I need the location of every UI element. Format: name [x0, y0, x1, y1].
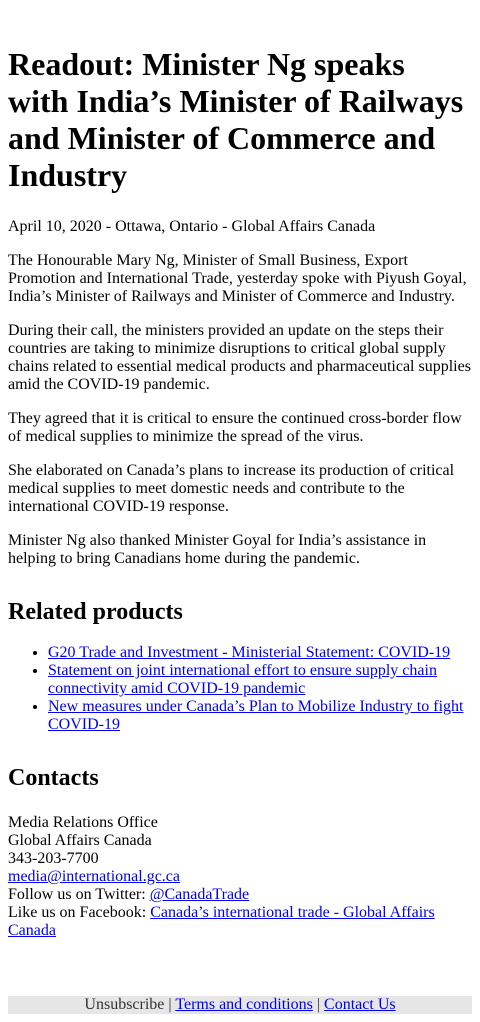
article-paragraph-1: The Honourable Mary Ng, Minister of Small Business, Export Promotion and International Trade, yesterday spoke with Piyush Goyal, India’s Minister of Railways and Minister of Commerce and Industry.	[8, 252, 467, 305]
contact-organization: Global Affairs Canada	[8, 832, 152, 849]
contact-phone: 343-203-7700	[8, 850, 99, 867]
article-paragraph-3: They agreed that it is critical to ensure the continued cross-border flow of medical supplies to minimize the spread of the virus.	[8, 410, 462, 445]
related-product-link-supply-chain[interactable]: Statement on joint international effort to ensure supply chain connectivity amid COVID-19 pandemic	[48, 662, 437, 697]
email-footer	[8, 996, 472, 1014]
contact-email-line	[8, 868, 472, 886]
related-products-list	[8, 644, 472, 734]
facebook-link[interactable]: Canada’s international trade - Global Affairs Canada	[8, 904, 435, 939]
article-paragraph-5: Minister Ng also thanked Minister Goyal for India’s assistance in helping to bring Canadians home during the pandemic.	[8, 532, 427, 567]
contact-twitter-line	[8, 886, 472, 904]
article-paragraph-4: She elaborated on Canada’s plans to increase its production of critical medical supplies to meet domestic needs and contribute to the international COVID-19 response.	[8, 462, 455, 515]
contact-email-link[interactable]: media@international.gc.ca	[8, 868, 180, 885]
article-title: Readout: Minister Ng speaks with India’s Minister of Railways and Minister of Commerce and Industry	[8, 46, 464, 193]
related-products-heading: Related products	[8, 599, 183, 625]
twitter-prefix: Follow us on Twitter:	[8, 886, 150, 903]
related-product-link-mobilize-industry[interactable]: New measures under Canada’s Plan to Mobilize Industry to fight COVID-19	[48, 698, 464, 733]
facebook-prefix: Like us on Facebook:	[8, 904, 151, 921]
contacts-block	[8, 814, 472, 940]
contact-us-link[interactable]: Contact Us	[324, 996, 396, 1013]
terms-link[interactable]: Terms and conditions	[175, 996, 313, 1013]
footer-separator: |	[168, 996, 172, 1013]
unsubscribe-label[interactable]: Unsubscribe	[84, 996, 165, 1013]
article-paragraph-2: During their call, the ministers provided an update on the steps their countries are taking to minimize disruptions to critical global supply chains related to essential medical products and pharmaceutical supplies amid the COVID-19 pandemic.	[8, 322, 471, 393]
contact-office: Media Relations Office	[8, 814, 158, 831]
contacts-heading: Contacts	[8, 765, 99, 791]
related-product-item	[48, 698, 472, 734]
footer-separator: |	[316, 996, 321, 1013]
related-product-item	[48, 644, 472, 662]
related-product-item	[48, 662, 472, 698]
related-product-link-g20[interactable]: G20 Trade and Investment - Ministerial Statement: COVID-19	[48, 644, 451, 661]
email-body	[0, 46, 480, 940]
twitter-link[interactable]: @CanadaTrade	[149, 886, 250, 903]
article-dateline: April 10, 2020 - Ottawa, Ontario - Global Affairs Canada	[8, 218, 376, 235]
contact-facebook-line	[8, 904, 472, 940]
